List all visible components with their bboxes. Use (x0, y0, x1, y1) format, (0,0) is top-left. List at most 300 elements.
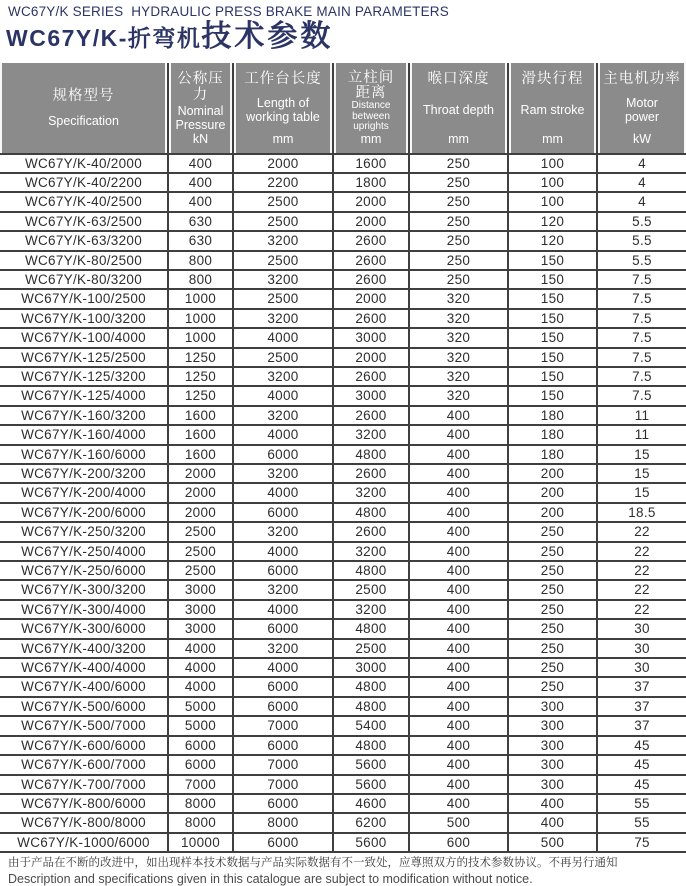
table-row (0, 561, 686, 580)
value-cell: 300 (508, 697, 597, 716)
value-cell: 2600 (333, 406, 409, 425)
spec-model-cell: WC67Y/K-1000/6000 (0, 833, 168, 852)
value-cell: 37 (597, 677, 686, 696)
value-cell: 6000 (233, 794, 333, 813)
value-cell: 400 (409, 775, 508, 794)
value-cell: 2000 (333, 289, 409, 308)
value-cell: 5.5 (597, 251, 686, 270)
spec-model-cell: WC67Y/K-160/6000 (0, 445, 168, 464)
value-cell: 75 (597, 833, 686, 852)
value-cell: 2500 (333, 580, 409, 599)
value-cell: 250 (409, 270, 508, 289)
value-cell: 7.5 (597, 367, 686, 386)
value-cell: 8000 (168, 794, 233, 813)
spec-model-cell: WC67Y/K-600/7000 (0, 755, 168, 774)
value-cell: 1600 (168, 425, 233, 444)
spec-model-cell: WC67Y/K-600/6000 (0, 736, 168, 755)
table-row (0, 154, 686, 173)
value-cell: 150 (508, 367, 597, 386)
value-cell: 250 (409, 173, 508, 192)
column-label-cn: 主电机功率 (603, 71, 681, 87)
value-cell: 180 (508, 425, 597, 444)
value-cell: 37 (597, 716, 686, 735)
page-title (0, 19, 686, 63)
value-cell: 4000 (233, 328, 333, 347)
value-cell: 2200 (233, 173, 333, 192)
value-cell: 400 (508, 794, 597, 813)
spec-model-cell: WC67Y/K-700/7000 (0, 775, 168, 794)
page-title-cn: 技术参数 (201, 20, 334, 53)
value-cell: 1600 (168, 445, 233, 464)
value-cell: 250 (508, 561, 597, 580)
value-cell: 4600 (333, 794, 409, 813)
spec-model-cell: WC67Y/K-160/3200 (0, 406, 168, 425)
value-cell: 1600 (333, 154, 409, 173)
value-cell: 6000 (233, 445, 333, 464)
value-cell: 630 (168, 231, 233, 250)
value-cell: 320 (409, 289, 508, 308)
value-cell: 2500 (233, 251, 333, 270)
value-cell: 15 (597, 445, 686, 464)
value-cell: 250 (508, 600, 597, 619)
value-cell: 3200 (333, 425, 409, 444)
value-cell: 2500 (233, 289, 333, 308)
spec-model-cell: WC67Y/K-80/2500 (0, 251, 168, 270)
spec-model-cell: WC67Y/K-250/3200 (0, 522, 168, 541)
value-cell: 2500 (233, 348, 333, 367)
value-cell: 400 (409, 425, 508, 444)
value-cell: 4800 (333, 445, 409, 464)
value-cell: 4000 (233, 386, 333, 405)
value-cell: 250 (409, 251, 508, 270)
value-cell: 2000 (168, 503, 233, 522)
spec-model-cell: WC67Y/K-300/6000 (0, 619, 168, 638)
value-cell: 300 (508, 736, 597, 755)
value-cell: 4000 (233, 483, 333, 502)
value-cell: 150 (508, 289, 597, 308)
spec-model-cell: WC67Y/K-100/3200 (0, 309, 168, 328)
value-cell: 400 (409, 561, 508, 580)
value-cell: 200 (508, 483, 597, 502)
table-row (0, 677, 686, 696)
value-cell: 3000 (168, 619, 233, 638)
spec-model-cell: WC67Y/K-300/3200 (0, 580, 168, 599)
table-row (0, 639, 686, 658)
table-row (0, 251, 686, 270)
spec-model-cell: WC67Y/K-63/2500 (0, 212, 168, 231)
value-cell: 2600 (333, 367, 409, 386)
value-cell: 1250 (168, 367, 233, 386)
value-cell: 1000 (168, 309, 233, 328)
value-cell: 7.5 (597, 328, 686, 347)
value-cell: 3200 (233, 367, 333, 386)
value-cell: 250 (508, 580, 597, 599)
parameters-table (0, 63, 686, 853)
value-cell: 2000 (333, 192, 409, 211)
table-row (0, 309, 686, 328)
value-cell: 600 (409, 833, 508, 852)
table-row (0, 212, 686, 231)
value-cell: 7.5 (597, 386, 686, 405)
value-cell: 7000 (233, 775, 333, 794)
spec-model-cell: WC67Y/K-80/3200 (0, 270, 168, 289)
spec-model-cell: WC67Y/K-160/4000 (0, 425, 168, 444)
value-cell: 22 (597, 522, 686, 541)
value-cell: 400 (409, 542, 508, 561)
value-cell: 5400 (333, 716, 409, 735)
value-cell: 400 (168, 154, 233, 173)
spec-model-cell: WC67Y/K-125/4000 (0, 386, 168, 405)
value-cell: 180 (508, 445, 597, 464)
value-cell: 150 (508, 328, 597, 347)
value-cell: 320 (409, 367, 508, 386)
value-cell: 15 (597, 483, 686, 502)
value-cell: 3200 (333, 600, 409, 619)
value-cell: 400 (409, 658, 508, 677)
table-row (0, 697, 686, 716)
value-cell: 7000 (233, 716, 333, 735)
value-cell: 250 (409, 231, 508, 250)
spec-model-cell: WC67Y/K-125/2500 (0, 348, 168, 367)
value-cell: 250 (409, 212, 508, 231)
value-cell: 250 (508, 658, 597, 677)
value-cell: 400 (409, 619, 508, 638)
value-cell: 3200 (233, 639, 333, 658)
value-cell: 4000 (168, 677, 233, 696)
table-row (0, 328, 686, 347)
spec-model-cell: WC67Y/K-40/2200 (0, 173, 168, 192)
value-cell: 3200 (233, 580, 333, 599)
value-cell: 22 (597, 580, 686, 599)
column-header-1 (168, 63, 233, 154)
column-label-cn: 喉口深度 (427, 71, 490, 87)
value-cell: 400 (409, 522, 508, 541)
value-cell: 300 (508, 755, 597, 774)
value-cell: 3000 (168, 580, 233, 599)
value-cell: 2500 (168, 542, 233, 561)
table-row (0, 173, 686, 192)
value-cell: 800 (168, 251, 233, 270)
value-cell: 55 (597, 794, 686, 813)
value-cell: 400 (409, 600, 508, 619)
value-cell: 7.5 (597, 289, 686, 308)
column-header-2 (233, 63, 333, 154)
value-cell: 4 (597, 173, 686, 192)
column-unit: kN (192, 131, 209, 146)
table-row (0, 542, 686, 561)
value-cell: 200 (508, 503, 597, 522)
value-cell: 5600 (333, 833, 409, 852)
value-cell: 4800 (333, 677, 409, 696)
value-cell: 2000 (233, 154, 333, 173)
value-cell: 4 (597, 192, 686, 211)
value-cell: 6000 (168, 755, 233, 774)
table-row (0, 445, 686, 464)
value-cell: 400 (409, 445, 508, 464)
value-cell: 4800 (333, 697, 409, 716)
value-cell: 2500 (333, 639, 409, 658)
value-cell: 30 (597, 619, 686, 638)
value-cell: 6000 (233, 677, 333, 696)
value-cell: 3200 (233, 406, 333, 425)
value-cell: 3200 (233, 309, 333, 328)
value-cell: 150 (508, 348, 597, 367)
value-cell: 22 (597, 542, 686, 561)
value-cell: 30 (597, 658, 686, 677)
value-cell: 5.5 (597, 212, 686, 231)
column-header-3 (333, 63, 409, 154)
value-cell: 3200 (233, 522, 333, 541)
table-row (0, 716, 686, 735)
value-cell: 7.5 (597, 309, 686, 328)
value-cell: 3000 (168, 600, 233, 619)
value-cell: 6000 (233, 561, 333, 580)
value-cell: 400 (409, 736, 508, 755)
value-cell: 3200 (233, 231, 333, 250)
column-header-5 (508, 63, 597, 154)
value-cell: 1000 (168, 289, 233, 308)
spec-model-cell: WC67Y/K-63/3200 (0, 231, 168, 250)
value-cell: 2500 (168, 561, 233, 580)
column-label-en: Motor power (624, 95, 660, 124)
spec-model-cell: WC67Y/K-200/3200 (0, 464, 168, 483)
spec-model-cell: WC67Y/K-40/2000 (0, 154, 168, 173)
value-cell: 6000 (233, 619, 333, 638)
column-header-4 (409, 63, 508, 154)
value-cell: 10000 (168, 833, 233, 852)
table-row (0, 464, 686, 483)
column-header-6 (597, 63, 686, 154)
value-cell: 2000 (168, 464, 233, 483)
value-cell: 15 (597, 464, 686, 483)
value-cell: 22 (597, 600, 686, 619)
table-header-row (0, 63, 686, 154)
value-cell: 2600 (333, 270, 409, 289)
column-header-0 (0, 63, 168, 154)
value-cell: 2600 (333, 251, 409, 270)
value-cell: 2600 (333, 522, 409, 541)
table-row (0, 794, 686, 813)
spec-model-cell: WC67Y/K-250/6000 (0, 561, 168, 580)
value-cell: 2500 (233, 192, 333, 211)
value-cell: 5600 (333, 755, 409, 774)
value-cell: 250 (409, 192, 508, 211)
footer-note-en: Description and specifications given in this catalogue are subject to modification without notice. (8, 872, 533, 886)
value-cell: 400 (409, 677, 508, 696)
value-cell: 200 (508, 464, 597, 483)
spec-model-cell: WC67Y/K-800/8000 (0, 813, 168, 832)
value-cell: 6000 (233, 503, 333, 522)
table-row (0, 406, 686, 425)
value-cell: 1000 (168, 328, 233, 347)
value-cell: 320 (409, 386, 508, 405)
value-cell: 3000 (333, 386, 409, 405)
table-body (0, 154, 686, 853)
spec-model-cell: WC67Y/K-500/7000 (0, 716, 168, 735)
table-row (0, 580, 686, 599)
footer-note-cn: 由于产品在不断的改进中，如出现样本技术数据与产品实际数据有不一致处，应尊照双方的技术参数协议。不再另行通知 (8, 857, 618, 870)
spec-model-cell: WC67Y/K-300/4000 (0, 600, 168, 619)
value-cell: 6000 (168, 736, 233, 755)
column-unit: kW (632, 131, 652, 146)
spec-model-cell: WC67Y/K-800/6000 (0, 794, 168, 813)
value-cell: 1250 (168, 348, 233, 367)
value-cell: 1250 (168, 386, 233, 405)
value-cell: 4000 (233, 425, 333, 444)
column-label-en: Nominal Pressure (175, 103, 226, 132)
column-label-cn: 立柱间 距离 (347, 70, 395, 101)
table-row (0, 658, 686, 677)
value-cell: 3000 (333, 328, 409, 347)
column-label-cn: 工作台长度 (244, 71, 322, 87)
value-cell: 400 (409, 755, 508, 774)
column-label-en: Specification (48, 114, 119, 129)
value-cell: 22 (597, 561, 686, 580)
value-cell: 4800 (333, 736, 409, 755)
value-cell: 3200 (333, 542, 409, 561)
value-cell: 45 (597, 775, 686, 794)
value-cell: 100 (508, 154, 597, 173)
table-row (0, 367, 686, 386)
table-row (0, 270, 686, 289)
column-unit: mm (542, 131, 563, 146)
table-row (0, 425, 686, 444)
table-row (0, 813, 686, 832)
value-cell: 2000 (168, 483, 233, 502)
column-label-cn: 公称压力 (177, 71, 224, 103)
value-cell: 1600 (168, 406, 233, 425)
value-cell: 630 (168, 212, 233, 231)
value-cell: 500 (508, 833, 597, 852)
value-cell: 4800 (333, 561, 409, 580)
value-cell: 7000 (168, 775, 233, 794)
value-cell: 2600 (333, 464, 409, 483)
table-row (0, 483, 686, 502)
value-cell: 400 (409, 697, 508, 716)
table-row (0, 775, 686, 794)
value-cell: 250 (508, 542, 597, 561)
value-cell: 4000 (233, 658, 333, 677)
column-unit: mm (272, 131, 294, 146)
spec-model-cell: WC67Y/K-200/4000 (0, 483, 168, 502)
table-row (0, 386, 686, 405)
value-cell: 5000 (168, 697, 233, 716)
spec-model-cell: WC67Y/K-200/6000 (0, 503, 168, 522)
table-row (0, 833, 686, 852)
value-cell: 45 (597, 755, 686, 774)
table-row (0, 348, 686, 367)
value-cell: 5.5 (597, 231, 686, 250)
spec-model-cell: WC67Y/K-400/3200 (0, 639, 168, 658)
value-cell: 7.5 (597, 348, 686, 367)
value-cell: 320 (409, 309, 508, 328)
value-cell: 2600 (333, 309, 409, 328)
page-title-model: WC67Y/K-折弯机 (6, 25, 202, 51)
value-cell: 2000 (333, 212, 409, 231)
value-cell: 400 (409, 639, 508, 658)
value-cell: 45 (597, 736, 686, 755)
column-label-cn: 规格型号 (52, 88, 115, 105)
value-cell: 4 (597, 154, 686, 173)
value-cell: 4800 (333, 619, 409, 638)
value-cell: 320 (409, 348, 508, 367)
table-row (0, 289, 686, 308)
value-cell: 5000 (168, 716, 233, 735)
table-row (0, 522, 686, 541)
value-cell: 250 (508, 639, 597, 658)
spec-model-cell: WC67Y/K-125/3200 (0, 367, 168, 386)
spec-model-cell: WC67Y/K-100/2500 (0, 289, 168, 308)
value-cell: 2500 (233, 212, 333, 231)
spec-model-cell: WC67Y/K-100/4000 (0, 328, 168, 347)
value-cell: 2600 (333, 231, 409, 250)
value-cell: 400 (409, 794, 508, 813)
value-cell: 3000 (333, 658, 409, 677)
table-row (0, 600, 686, 619)
spec-model-cell: WC67Y/K-40/2500 (0, 192, 168, 211)
value-cell: 150 (508, 386, 597, 405)
value-cell: 4000 (233, 600, 333, 619)
value-cell: 11 (597, 406, 686, 425)
value-cell: 800 (168, 270, 233, 289)
value-cell: 4000 (168, 658, 233, 677)
value-cell: 250 (508, 522, 597, 541)
value-cell: 2000 (333, 348, 409, 367)
value-cell: 150 (508, 270, 597, 289)
table-row (0, 755, 686, 774)
value-cell: 6000 (233, 736, 333, 755)
column-label-en: Throat depth (423, 102, 494, 117)
value-cell: 11 (597, 425, 686, 444)
value-cell: 3200 (233, 270, 333, 289)
value-cell: 3200 (233, 464, 333, 483)
column-label-en: Length of working table (246, 95, 320, 124)
value-cell: 4000 (233, 542, 333, 561)
value-cell: 8000 (233, 813, 333, 832)
value-cell: 30 (597, 639, 686, 658)
value-cell: 1800 (333, 173, 409, 192)
column-label-en: Distance between uprights (351, 100, 391, 132)
value-cell: 8000 (168, 813, 233, 832)
value-cell: 250 (409, 154, 508, 173)
value-cell: 7.5 (597, 270, 686, 289)
spec-model-cell: WC67Y/K-500/6000 (0, 697, 168, 716)
table-row (0, 619, 686, 638)
value-cell: 250 (508, 677, 597, 696)
table-row (0, 736, 686, 755)
value-cell: 500 (409, 813, 508, 832)
value-cell: 150 (508, 251, 597, 270)
value-cell: 150 (508, 309, 597, 328)
value-cell: 400 (168, 192, 233, 211)
column-label-en: Ram stroke (520, 102, 585, 117)
value-cell: 400 (409, 503, 508, 522)
series-subtitle: WC67Y/K SERIES HYDRAULIC PRESS BRAKE MAIN PARAMETERS (8, 4, 449, 19)
value-cell: 300 (508, 716, 597, 735)
value-cell: 320 (409, 328, 508, 347)
value-cell: 18.5 (597, 503, 686, 522)
value-cell: 4000 (168, 639, 233, 658)
value-cell: 400 (409, 483, 508, 502)
value-cell: 2500 (168, 522, 233, 541)
table-row (0, 231, 686, 250)
value-cell: 400 (409, 406, 508, 425)
value-cell: 180 (508, 406, 597, 425)
spec-model-cell: WC67Y/K-400/4000 (0, 658, 168, 677)
value-cell: 37 (597, 697, 686, 716)
value-cell: 6000 (233, 833, 333, 852)
value-cell: 5600 (333, 775, 409, 794)
